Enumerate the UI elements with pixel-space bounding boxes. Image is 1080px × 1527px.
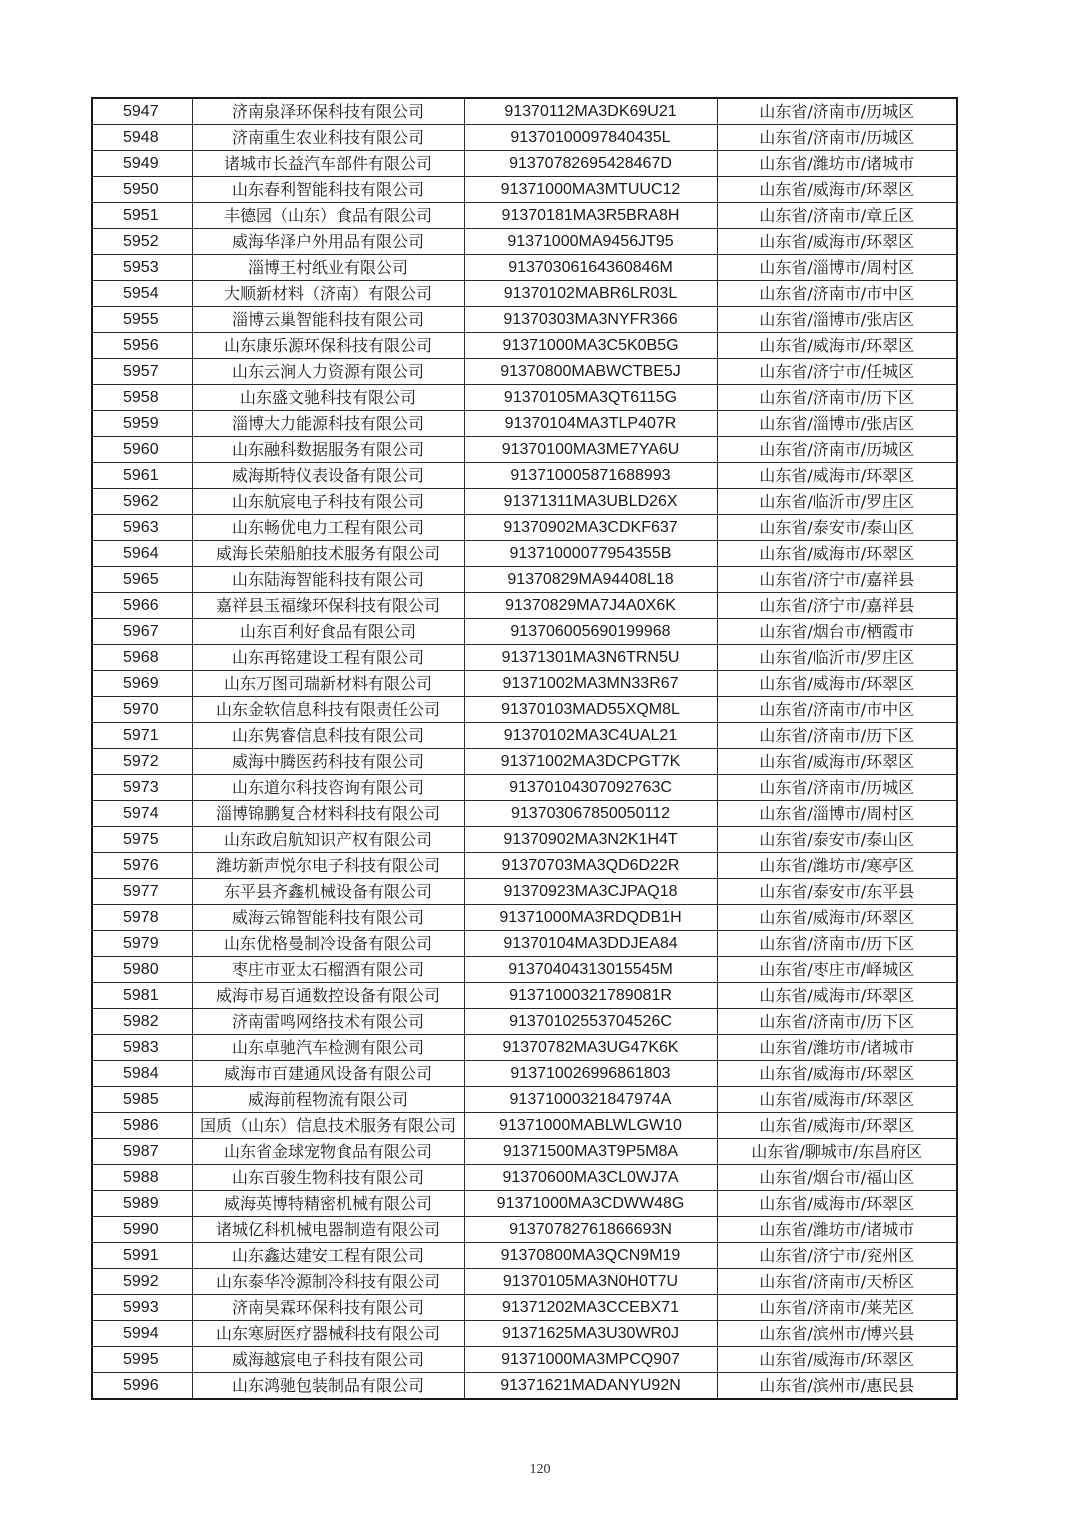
table-row: [92, 463, 957, 489]
company-name-cell: 山东省金球宠物食品有限公司: [192, 1139, 464, 1165]
serial-number-cell: 5957: [92, 359, 192, 385]
serial-number-cell: 5976: [92, 853, 192, 879]
region-cell: 山东省/滨州市/博兴县: [717, 1321, 957, 1347]
region-cell: 山东省/潍坊市/诸城市: [717, 151, 957, 177]
company-name-cell: 诸城亿科机械电器制造有限公司: [192, 1217, 464, 1243]
region-cell: 山东省/济南市/历城区: [717, 125, 957, 151]
serial-number-cell: 5961: [92, 463, 192, 489]
table-row: [92, 879, 957, 905]
region-cell: 山东省/济南市/历下区: [717, 723, 957, 749]
table-row: [92, 853, 957, 879]
credit-code-cell: 91370800MABWCTBE5J: [464, 359, 717, 385]
region-cell: 山东省/济宁市/嘉祥县: [717, 567, 957, 593]
region-cell: 山东省/威海市/环翠区: [717, 1061, 957, 1087]
serial-number-cell: 5971: [92, 723, 192, 749]
company-name-cell: 山东金软信息科技有限责任公司: [192, 697, 464, 723]
region-cell: 山东省/淄博市/张店区: [717, 307, 957, 333]
region-cell: 山东省/济南市/历城区: [717, 98, 957, 125]
table-row: [92, 593, 957, 619]
table-row: [92, 411, 957, 437]
region-cell: 山东省/威海市/环翠区: [717, 749, 957, 775]
company-name-cell: 威海越宸电子科技有限公司: [192, 1347, 464, 1373]
company-name-cell: 济南泉泽环保科技有限公司: [192, 98, 464, 125]
table-row: [92, 125, 957, 151]
region-cell: 山东省/威海市/环翠区: [717, 905, 957, 931]
table-row: [92, 541, 957, 567]
region-cell: 山东省/威海市/环翠区: [717, 541, 957, 567]
region-cell: 山东省/济南市/历城区: [717, 437, 957, 463]
region-cell: 山东省/潍坊市/诸城市: [717, 1035, 957, 1061]
company-name-cell: 山东寒厨医疗器械科技有限公司: [192, 1321, 464, 1347]
company-name-cell: 枣庄市亚太石榴酒有限公司: [192, 957, 464, 983]
company-name-cell: 山东畅优电力工程有限公司: [192, 515, 464, 541]
region-cell: 山东省/泰安市/泰山区: [717, 515, 957, 541]
credit-code-cell: 913710026996861803: [464, 1061, 717, 1087]
page-number: 120: [529, 1462, 551, 1477]
serial-number-cell: 5989: [92, 1191, 192, 1217]
serial-number-cell: 5978: [92, 905, 192, 931]
region-cell: 山东省/济南市/历城区: [717, 775, 957, 801]
table-row: [92, 515, 957, 541]
credit-code-cell: 91370600MA3CL0WJ7A: [464, 1165, 717, 1191]
credit-code-cell: 91371500MA3T9P5M8A: [464, 1139, 717, 1165]
credit-code-cell: 91370800MA3QCN9M19: [464, 1243, 717, 1269]
credit-code-cell: 913703067850050112: [464, 801, 717, 827]
credit-code-cell: 91370829MA94408L18: [464, 567, 717, 593]
credit-code-cell: 91370902MA3N2K1H4T: [464, 827, 717, 853]
table-row: [92, 775, 957, 801]
company-name-cell: 山东优格曼制冷设备有限公司: [192, 931, 464, 957]
company-name-cell: 山东云涧人力资源有限公司: [192, 359, 464, 385]
credit-code-cell: 91371621MADANYU92N: [464, 1373, 717, 1400]
credit-code-cell: 91370306164360846M: [464, 255, 717, 281]
company-registry-table: [91, 97, 958, 1400]
serial-number-cell: 5991: [92, 1243, 192, 1269]
company-name-cell: 山东卓驰汽车检测有限公司: [192, 1035, 464, 1061]
table-row: [92, 203, 957, 229]
serial-number-cell: 5962: [92, 489, 192, 515]
table-row: [92, 723, 957, 749]
company-name-cell: 国质（山东）信息技术服务有限公司: [192, 1113, 464, 1139]
company-name-cell: 山东春利智能科技有限公司: [192, 177, 464, 203]
region-cell: 山东省/济南市/莱芜区: [717, 1295, 957, 1321]
company-name-cell: 诸城市长益汽车部件有限公司: [192, 151, 464, 177]
credit-code-cell: 91370104MA3TLP407R: [464, 411, 717, 437]
region-cell: 山东省/淄博市/周村区: [717, 801, 957, 827]
credit-code-cell: 91371000MA3MPCQ907: [464, 1347, 717, 1373]
company-name-cell: 济南昊霖环保科技有限公司: [192, 1295, 464, 1321]
table-row: [92, 333, 957, 359]
company-name-cell: 威海英博特精密机械有限公司: [192, 1191, 464, 1217]
serial-number-cell: 5974: [92, 801, 192, 827]
region-cell: 山东省/济南市/市中区: [717, 281, 957, 307]
company-name-cell: 山东鸿驰包装制品有限公司: [192, 1373, 464, 1400]
credit-code-cell: 91370102MA3C4UAL21: [464, 723, 717, 749]
table-row: [92, 1269, 957, 1295]
table-row: [92, 177, 957, 203]
company-name-cell: 山东盛文驰科技有限公司: [192, 385, 464, 411]
company-name-cell: 山东万图司瑞新材料有限公司: [192, 671, 464, 697]
table-row: [92, 749, 957, 775]
table-row: [92, 489, 957, 515]
table-row: [92, 1347, 957, 1373]
company-name-cell: 山东陆海智能科技有限公司: [192, 567, 464, 593]
serial-number-cell: 5983: [92, 1035, 192, 1061]
region-cell: 山东省/潍坊市/诸城市: [717, 1217, 957, 1243]
credit-code-cell: 91371000MA3MTUUC12: [464, 177, 717, 203]
credit-code-cell: 91370105MA3QT6115G: [464, 385, 717, 411]
serial-number-cell: 5948: [92, 125, 192, 151]
credit-code-cell: 91370105MA3N0H0T7U: [464, 1269, 717, 1295]
region-cell: 山东省/泰安市/东平县: [717, 879, 957, 905]
region-cell: 山东省/威海市/环翠区: [717, 177, 957, 203]
serial-number-cell: 5988: [92, 1165, 192, 1191]
company-name-cell: 山东康乐源环保科技有限公司: [192, 333, 464, 359]
serial-number-cell: 5955: [92, 307, 192, 333]
table-row: [92, 1165, 957, 1191]
serial-number-cell: 5982: [92, 1009, 192, 1035]
table-row: [92, 1035, 957, 1061]
table-row: [92, 229, 957, 255]
serial-number-cell: 5965: [92, 567, 192, 593]
serial-number-cell: 5966: [92, 593, 192, 619]
serial-number-cell: 5985: [92, 1087, 192, 1113]
company-name-cell: 济南重生农业科技有限公司: [192, 125, 464, 151]
credit-code-cell: 91371311MA3UBLD26X: [464, 489, 717, 515]
company-name-cell: 威海中腾医药科技有限公司: [192, 749, 464, 775]
region-cell: 山东省/临沂市/罗庄区: [717, 645, 957, 671]
table-row: [92, 957, 957, 983]
credit-code-cell: 913706005690199968: [464, 619, 717, 645]
table-row: [92, 1373, 957, 1400]
serial-number-cell: 5954: [92, 281, 192, 307]
company-name-cell: 威海长荣船舶技术服务有限公司: [192, 541, 464, 567]
serial-number-cell: 5947: [92, 98, 192, 125]
region-cell: 山东省/济南市/历下区: [717, 385, 957, 411]
table-row: [92, 1087, 957, 1113]
company-name-cell: 山东政启航知识产权有限公司: [192, 827, 464, 853]
credit-code-cell: 91371002MA3DCPGT7K: [464, 749, 717, 775]
credit-code-cell: 91371000MA3CDWW48G: [464, 1191, 717, 1217]
credit-code-cell: 91370181MA3R5BRA8H: [464, 203, 717, 229]
serial-number-cell: 5995: [92, 1347, 192, 1373]
credit-code-cell: 91371000077954355B: [464, 541, 717, 567]
credit-code-cell: 91370829MA7J4A0X6K: [464, 593, 717, 619]
region-cell: 山东省/济宁市/兖州区: [717, 1243, 957, 1269]
serial-number-cell: 5993: [92, 1295, 192, 1321]
region-cell: 山东省/临沂市/罗庄区: [717, 489, 957, 515]
company-name-cell: 山东再铭建设工程有限公司: [192, 645, 464, 671]
credit-code-cell: 91370923MA3CJPAQ18: [464, 879, 717, 905]
serial-number-cell: 5951: [92, 203, 192, 229]
serial-number-cell: 5994: [92, 1321, 192, 1347]
company-name-cell: 山东隽睿信息科技有限公司: [192, 723, 464, 749]
credit-code-cell: 91371301MA3N6TRN5U: [464, 645, 717, 671]
credit-code-cell: 91370112MA3DK69U21: [464, 98, 717, 125]
company-name-cell: 济南雷鸣网络技术有限公司: [192, 1009, 464, 1035]
company-name-cell: 潍坊新声悦尔电子科技有限公司: [192, 853, 464, 879]
region-cell: 山东省/聊城市/东昌府区: [717, 1139, 957, 1165]
serial-number-cell: 5960: [92, 437, 192, 463]
region-cell: 山东省/烟台市/栖霞市: [717, 619, 957, 645]
credit-code-cell: 91371202MA3CCEBX71: [464, 1295, 717, 1321]
credit-code-cell: 91370404313015545M: [464, 957, 717, 983]
company-name-cell: 山东航宸电子科技有限公司: [192, 489, 464, 515]
table-body: [92, 98, 957, 1399]
company-name-cell: 威海华泽户外用品有限公司: [192, 229, 464, 255]
table-row: [92, 697, 957, 723]
company-name-cell: 东平县齐鑫机械设备有限公司: [192, 879, 464, 905]
company-name-cell: 大顺新材料（济南）有限公司: [192, 281, 464, 307]
serial-number-cell: 5949: [92, 151, 192, 177]
serial-number-cell: 5986: [92, 1113, 192, 1139]
serial-number-cell: 5981: [92, 983, 192, 1009]
table-row: [92, 1113, 957, 1139]
company-name-cell: 山东泰华冷源制冷科技有限公司: [192, 1269, 464, 1295]
table-row: [92, 255, 957, 281]
company-name-cell: 山东融科数据服务有限公司: [192, 437, 464, 463]
serial-number-cell: 5970: [92, 697, 192, 723]
company-name-cell: 淄博大力能源科技有限公司: [192, 411, 464, 437]
serial-number-cell: 5964: [92, 541, 192, 567]
region-cell: 山东省/枣庄市/峄城区: [717, 957, 957, 983]
serial-number-cell: 5956: [92, 333, 192, 359]
region-cell: 山东省/威海市/环翠区: [717, 229, 957, 255]
company-name-cell: 威海市易百通数控设备有限公司: [192, 983, 464, 1009]
table-row: [92, 1191, 957, 1217]
table-row: [92, 1295, 957, 1321]
company-name-cell: 威海前程物流有限公司: [192, 1087, 464, 1113]
credit-code-cell: 91371000MA3C5K0B5G: [464, 333, 717, 359]
serial-number-cell: 5968: [92, 645, 192, 671]
region-cell: 山东省/济南市/天桥区: [717, 1269, 957, 1295]
table-row: [92, 151, 957, 177]
credit-code-cell: 91371000321789081R: [464, 983, 717, 1009]
company-name-cell: 淄博锦鹏复合材料科技有限公司: [192, 801, 464, 827]
serial-number-cell: 5952: [92, 229, 192, 255]
serial-number-cell: 5975: [92, 827, 192, 853]
region-cell: 山东省/淄博市/张店区: [717, 411, 957, 437]
serial-number-cell: 5950: [92, 177, 192, 203]
credit-code-cell: 91370782MA3UG47K6K: [464, 1035, 717, 1061]
table-row: [92, 1217, 957, 1243]
serial-number-cell: 5953: [92, 255, 192, 281]
company-name-cell: 山东道尔科技咨询有限公司: [192, 775, 464, 801]
region-cell: 山东省/济南市/历下区: [717, 931, 957, 957]
table-row: [92, 567, 957, 593]
serial-number-cell: 5973: [92, 775, 192, 801]
table-row: [92, 437, 957, 463]
table-row: [92, 307, 957, 333]
credit-code-cell: 91371000MA3RDQDB1H: [464, 905, 717, 931]
region-cell: 山东省/泰安市/泰山区: [717, 827, 957, 853]
region-cell: 山东省/滨州市/惠民县: [717, 1373, 957, 1400]
serial-number-cell: 5996: [92, 1373, 192, 1400]
region-cell: 山东省/威海市/环翠区: [717, 1191, 957, 1217]
credit-code-cell: 91371625MA3U30WR0J: [464, 1321, 717, 1347]
credit-code-cell: 91371002MA3MN33R67: [464, 671, 717, 697]
serial-number-cell: 5990: [92, 1217, 192, 1243]
region-cell: 山东省/威海市/环翠区: [717, 1113, 957, 1139]
serial-number-cell: 5979: [92, 931, 192, 957]
serial-number-cell: 5987: [92, 1139, 192, 1165]
company-name-cell: 山东鑫达建安工程有限公司: [192, 1243, 464, 1269]
credit-code-cell: 91370782695428467D: [464, 151, 717, 177]
credit-code-cell: 91370902MA3CDKF637: [464, 515, 717, 541]
credit-code-cell: 91370100MA3ME7YA6U: [464, 437, 717, 463]
table-row: [92, 359, 957, 385]
region-cell: 山东省/烟台市/福山区: [717, 1165, 957, 1191]
table-row: [92, 671, 957, 697]
region-cell: 山东省/淄博市/周村区: [717, 255, 957, 281]
credit-code-cell: 91370104MA3DDJEA84: [464, 931, 717, 957]
region-cell: 山东省/济南市/章丘区: [717, 203, 957, 229]
table-row: [92, 645, 957, 671]
company-name-cell: 丰德园（山东）食品有限公司: [192, 203, 464, 229]
table-row: [92, 801, 957, 827]
credit-code-cell: 91370703MA3QD6D22R: [464, 853, 717, 879]
serial-number-cell: 5980: [92, 957, 192, 983]
company-name-cell: 山东百利好食品有限公司: [192, 619, 464, 645]
credit-code-cell: 91370103MAD55XQM8L: [464, 697, 717, 723]
serial-number-cell: 5977: [92, 879, 192, 905]
table-row: [92, 1243, 957, 1269]
table-row: [92, 905, 957, 931]
credit-code-cell: 91371000MA9456JT95: [464, 229, 717, 255]
region-cell: 山东省/威海市/环翠区: [717, 333, 957, 359]
credit-code-cell: 91370102553704526C: [464, 1009, 717, 1035]
region-cell: 山东省/济宁市/嘉祥县: [717, 593, 957, 619]
serial-number-cell: 5969: [92, 671, 192, 697]
serial-number-cell: 5984: [92, 1061, 192, 1087]
region-cell: 山东省/威海市/环翠区: [717, 1347, 957, 1373]
credit-code-cell: 91370104307092763C: [464, 775, 717, 801]
credit-code-cell: 91370100097840435L: [464, 125, 717, 151]
region-cell: 山东省/威海市/环翠区: [717, 463, 957, 489]
credit-code-cell: 91371000321847974A: [464, 1087, 717, 1113]
region-cell: 山东省/威海市/环翠区: [717, 983, 957, 1009]
table-row: [92, 619, 957, 645]
table-row: [92, 931, 957, 957]
company-name-cell: 淄博云巢智能科技有限公司: [192, 307, 464, 333]
company-name-cell: 淄博王村纸业有限公司: [192, 255, 464, 281]
region-cell: 山东省/济南市/市中区: [717, 697, 957, 723]
company-name-cell: 威海市百建通风设备有限公司: [192, 1061, 464, 1087]
table-row: [92, 983, 957, 1009]
company-name-cell: 嘉祥县玉福缘环保科技有限公司: [192, 593, 464, 619]
serial-number-cell: 5972: [92, 749, 192, 775]
company-name-cell: 威海云锦智能科技有限公司: [192, 905, 464, 931]
region-cell: 山东省/威海市/环翠区: [717, 671, 957, 697]
table-row: [92, 385, 957, 411]
table-row: [92, 1139, 957, 1165]
credit-code-cell: 91370303MA3NYFR366: [464, 307, 717, 333]
table-row: [92, 1321, 957, 1347]
serial-number-cell: 5959: [92, 411, 192, 437]
table-row: [92, 827, 957, 853]
credit-code-cell: 91370782761866693N: [464, 1217, 717, 1243]
table-row: [92, 1061, 957, 1087]
region-cell: 山东省/济南市/历下区: [717, 1009, 957, 1035]
table-row: [92, 1009, 957, 1035]
serial-number-cell: 5958: [92, 385, 192, 411]
company-name-cell: 山东百骏生物科技有限公司: [192, 1165, 464, 1191]
table-row: [92, 281, 957, 307]
table-row: [92, 98, 957, 125]
region-cell: 山东省/威海市/环翠区: [717, 1087, 957, 1113]
company-name-cell: 威海斯特仪表设备有限公司: [192, 463, 464, 489]
credit-code-cell: 91371000MABLWLGW10: [464, 1113, 717, 1139]
serial-number-cell: 5967: [92, 619, 192, 645]
credit-code-cell: 913710005871688993: [464, 463, 717, 489]
serial-number-cell: 5992: [92, 1269, 192, 1295]
serial-number-cell: 5963: [92, 515, 192, 541]
region-cell: 山东省/潍坊市/寒亭区: [717, 853, 957, 879]
credit-code-cell: 91370102MABR6LR03L: [464, 281, 717, 307]
region-cell: 山东省/济宁市/任城区: [717, 359, 957, 385]
